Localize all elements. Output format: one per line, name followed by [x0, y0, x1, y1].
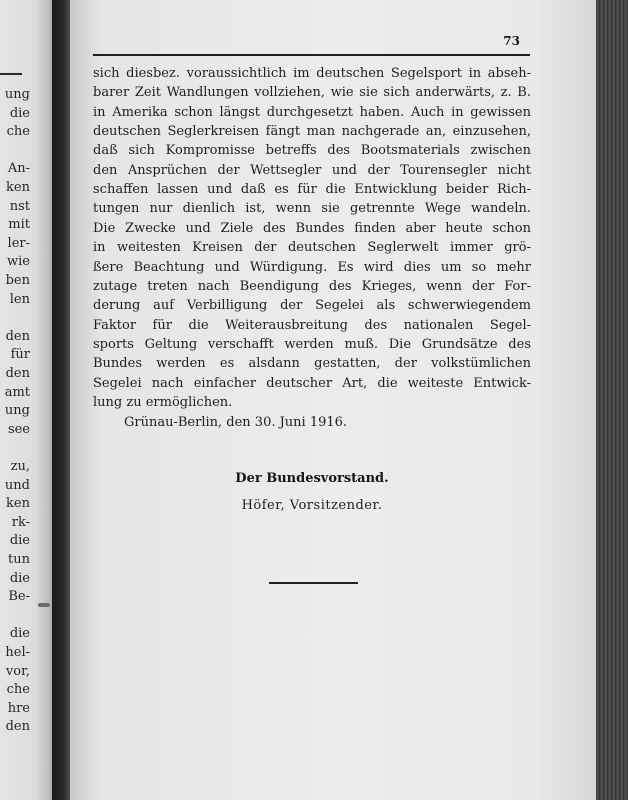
body-line: Bundes werden es alsdann gestatten, der volkstümlichen — [93, 356, 531, 371]
header-rule — [93, 54, 530, 56]
left-margin-fragment: wie — [7, 254, 30, 269]
left-page-header-rule — [0, 73, 22, 75]
body-line: derung auf Verbilligung der Segelei als schwerwiegendem — [93, 298, 531, 313]
left-margin-fragment: ung — [4, 403, 30, 418]
left-margin-fragment: die — [9, 533, 30, 548]
left-margin-fragment: see — [7, 422, 30, 437]
left-page-ink-mark — [38, 603, 50, 607]
closing-rule — [269, 582, 358, 584]
left-margin-fragment: ken — [6, 180, 30, 195]
left-margin-fragment: len — [9, 292, 30, 307]
body-line: lung zu ermöglichen. — [93, 395, 233, 410]
body-line: daß sich Kompromisse betreffs des Bootsmaterials zwischen — [93, 143, 531, 158]
page-stack-edge — [596, 0, 628, 800]
body-line: in weitesten Kreisen der deutschen Seglerwelt immer grö- — [93, 240, 531, 255]
left-margin-fragment: die — [9, 571, 30, 586]
left-margin-fragment: rk- — [11, 515, 30, 530]
body-line: Faktor für die Weiterausbreitung des nationalen Segel- — [93, 318, 531, 333]
body-line: sich diesbez. voraussichtlich im deutschen Segelsport in abseh- — [93, 66, 531, 81]
signature-name: Höfer, Vorsitzender. — [241, 498, 383, 513]
body-line: Segelei nach einfacher deutscher Art, die weiteste Entwick- — [93, 376, 531, 391]
body-line: schaffen lassen und daß es für die Entwicklung beider Rich- — [93, 182, 531, 197]
body-line: den Ansprüchen der Wettsegler und der Tourensegler nicht — [93, 163, 531, 178]
left-margin-fragment: ben — [5, 273, 30, 288]
left-margin-fragment: ken — [6, 496, 30, 511]
body-line: ßere Beachtung und Würdigung. Es wird dies um so mehr — [93, 260, 531, 275]
body-line: in Amerika schon längst durchgesetzt haben. Auch in gewissen — [93, 105, 531, 120]
left-margin-fragment: ler- — [7, 236, 30, 251]
body-line: barer Zeit Wandlungen vollziehen, wie sie sich anderwärts, z. B. — [93, 85, 531, 100]
left-margin-fragment: zu, — [10, 459, 30, 474]
left-margin-fragment: die — [9, 106, 30, 121]
place-date-line: Grünau-Berlin, den 30. Juni 1916. — [124, 415, 348, 430]
left-margin-fragment: vor, — [5, 664, 30, 679]
left-margin-fragment: den — [5, 366, 30, 381]
left-margin-fragment: nst — [9, 199, 30, 214]
body-line: sports Geltung verschafft werden muß. Die Grundsätze des — [93, 337, 531, 352]
body-line: zutage treten nach Beendigung des Krieges, wenn der For- — [93, 279, 531, 294]
left-facing-page — [0, 0, 58, 800]
left-margin-fragment: che — [6, 124, 30, 139]
left-margin-fragment: Be- — [8, 589, 30, 604]
body-line: deutschen Seglerkreisen fängt man nachgerade an, einzusehen, — [93, 124, 531, 139]
left-margin-fragment: An- — [7, 161, 30, 176]
body-line: tungen nur dienlich ist, wenn sie getrennte Wege wandeln. — [93, 201, 531, 216]
left-margin-fragment: die — [9, 626, 30, 641]
left-margin-fragment: amt — [4, 385, 30, 400]
left-margin-fragment: tun — [8, 552, 30, 567]
left-margin-fragment: ung — [4, 87, 30, 102]
left-margin-fragment: che — [6, 682, 30, 697]
left-margin-fragment: mit — [8, 217, 30, 232]
left-margin-fragment: und — [4, 478, 30, 493]
left-margin-fragment: hre — [7, 701, 30, 716]
left-margin-fragment: den — [5, 329, 30, 344]
left-margin-fragment: für — [10, 347, 30, 362]
left-margin-fragment: hel- — [5, 645, 30, 660]
signature-title: Der Bundesvorstand. — [235, 471, 389, 486]
body-line: Die Zwecke und Ziele des Bundes finden aber heute schon — [93, 221, 531, 236]
page-number: 73 — [503, 34, 520, 48]
left-margin-fragment: den — [5, 719, 30, 734]
